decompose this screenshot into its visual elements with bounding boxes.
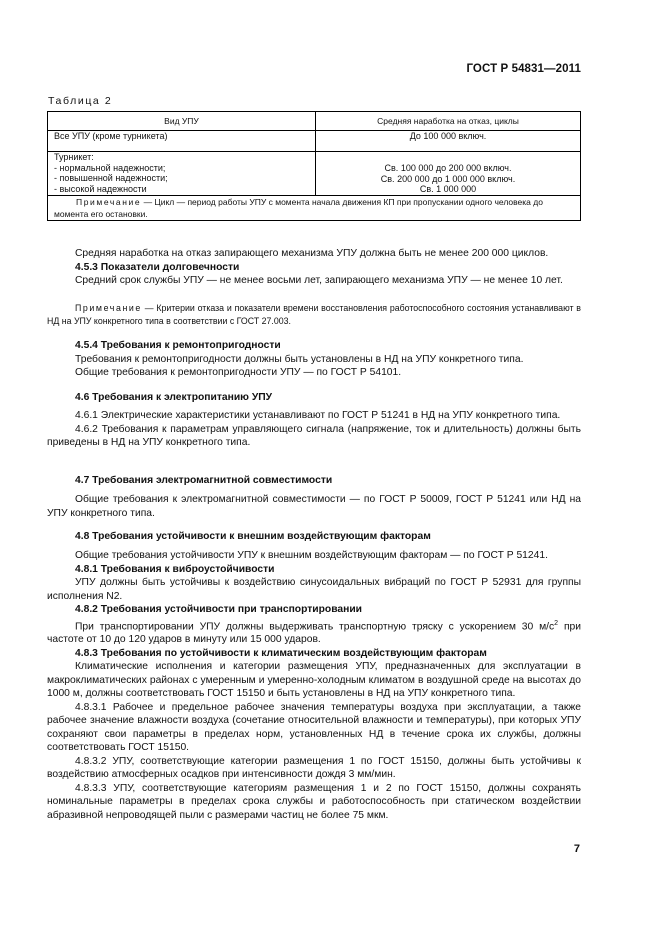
- row2-item: - высокой надежности: [54, 183, 147, 194]
- body-block-5: [47, 474, 581, 488]
- paragraph: [47, 617, 581, 647]
- reliability-table: [47, 111, 581, 221]
- table-header-type: Вид УПУ: [48, 112, 316, 131]
- row1-type: Все УПУ (кроме турникета): [48, 131, 316, 152]
- body-block-1: [47, 247, 581, 288]
- row1-value: До 100 000 включ.: [316, 131, 581, 152]
- paragraph: 4.6.2 Требования к параметрам управляющего сигнала (напряжение, ток и длительность) должны быть приведены в НД на УПУ конкретного типа.: [47, 423, 581, 448]
- body-block-2: [47, 339, 581, 380]
- heading-4-8: 4.8 Требования устойчивости к внешним воздействующим факторам: [75, 531, 431, 542]
- paragraph: Общие требования к ремонтопригодности УПУ — по ГОСТ Р 54101.: [75, 367, 402, 378]
- p10-text-a: При транспортировании УПУ должны выдерживать транспортную тряску с ускорением 30 м/с: [75, 620, 555, 632]
- note-paragraph: [47, 302, 581, 327]
- row2-value: Св. 200 000 до 1 000 000 включ.: [380, 173, 516, 184]
- heading-4-5-3: 4.5.3 Показатели долговечности: [75, 261, 240, 273]
- table-caption: Таблица 2: [48, 95, 113, 107]
- note-text: — Цикл — период работы УПУ с момента начала движения КП при пропускании одного человека до момента его остановки.: [54, 196, 543, 219]
- paragraph: Средняя наработка на отказ запирающего механизма УПУ должна быть не менее 200 000 циклов.: [75, 248, 549, 259]
- table-row: [48, 131, 581, 152]
- paragraph: Требования к ремонтопригодности должны быть установлены в НД на УПУ конкретного типа.: [75, 353, 524, 365]
- note2-label: Примечание: [75, 303, 142, 313]
- body-block-4: [47, 409, 581, 450]
- page-number: 7: [573, 843, 580, 855]
- heading-4-6: 4.6 Требования к электропитанию УПУ: [75, 392, 273, 403]
- row2-item: - нормальной надежности;: [54, 162, 166, 173]
- table-note-row: [48, 195, 581, 220]
- row2-item: - повышенной надежности;: [54, 173, 168, 183]
- paragraph: 4.6.1 Электрические характеристики устанавливают по ГОСТ Р 51241 в НД на УПУ конкретного типа.: [75, 410, 561, 421]
- paragraph: 4.8.3.2 УПУ, соответствующие категории размещения 1 по ГОСТ 15150, должны быть устойчивы к воздействию атмосферных осадков при интенсивности дождя 3 мм/мин.: [47, 755, 581, 781]
- row2-value: Св. 100 000 до 200 000 включ.: [384, 163, 512, 173]
- note-block: [47, 302, 581, 327]
- p10-text-b: при частоте от 10 до 120 ударов в минуту или 15 000 ударов.: [47, 620, 581, 646]
- p10-sup: 2: [554, 619, 559, 627]
- paragraph: 4.8.3.3 УПУ, соответствующие категориям размещения 1 и 2 по ГОСТ 15150, должны сохранять номинальные параметры в пределах срока службы и работоспособность при статическом воздействии абразивной непроводящей пыли с размерами частиц не более 75 мкм.: [47, 782, 581, 821]
- heading-4-8-3: 4.8.3 Требования по устойчивости к климатическим воздействующим факторам: [75, 647, 487, 659]
- table-row: [48, 152, 581, 196]
- body-block-8: [47, 549, 581, 822]
- table-header-mtbf: Средняя наработка на отказ, циклы: [316, 112, 581, 131]
- body-block-3: [47, 391, 581, 405]
- heading-4-5-4: 4.5.4 Требования к ремонтопригодности: [75, 340, 281, 351]
- row2-values: [316, 152, 581, 196]
- paragraph: Общие требования к электромагнитной совместимости — по ГОСТ Р 50009, ГОСТ Р 51241 или НД на УПУ конкретного типа.: [47, 494, 581, 519]
- document-code: ГОСТ Р 54831—2011: [466, 63, 581, 75]
- paragraph: УПУ должны быть устойчивы к воздействию синусоидальных вибраций по ГОСТ Р 52931 для группы исполнения N2.: [47, 577, 581, 602]
- heading-4-8-1: 4.8.1 Требования к виброустойчивости: [75, 563, 275, 575]
- body-block-6: [47, 493, 581, 520]
- note2-text: — Критерии отказа и показатели времени восстановления работоспособного состояния устанавливают в НД на УПУ конкретного типа в соответствии с ГОСТ 27.003.: [47, 303, 581, 326]
- row2-value: Св. 1 000 000: [419, 184, 477, 194]
- body-block-7: [47, 530, 581, 544]
- paragraph: 4.8.3.1 Рабочее и предельное рабочее значения температуры воздуха при эксплуатации, а также рабочее значение влажности воздуха (сочетание относительной влажности и температуры), при которых УПУ сохраняют свои параметры в пределах норм, установленных НД в течение срока их службы, должны соответствовать ГОСТ 15150.: [47, 701, 581, 754]
- row2-type: [48, 152, 316, 196]
- note-label: Примечание: [76, 196, 142, 207]
- paragraph: Климатические исполнения и категории размещения УПУ, предназначенных для эксплуатации в макроклиматических районах с умеренным и умеренно-холодным климатом в воздушной среде на высотах до 1000 м, должны соответствовать ГОСТ 15150 и быть установлены в НД на УПУ конкретного типа.: [47, 661, 581, 700]
- heading-4-8-2: 4.8.2 Требования устойчивости при транспортировании: [75, 604, 362, 615]
- paragraph: Средний срок службы УПУ — не менее восьми лет, запирающего механизма УПУ — не менее 10 лет.: [75, 275, 563, 286]
- paragraph: Общие требования устойчивости УПУ к внешним воздействующим факторам — по ГОСТ Р 51241.: [75, 550, 548, 561]
- heading-4-7: 4.7 Требования электромагнитной совместимости: [75, 475, 333, 486]
- table-note: [48, 195, 581, 220]
- row2-title: Турникет:: [54, 152, 94, 162]
